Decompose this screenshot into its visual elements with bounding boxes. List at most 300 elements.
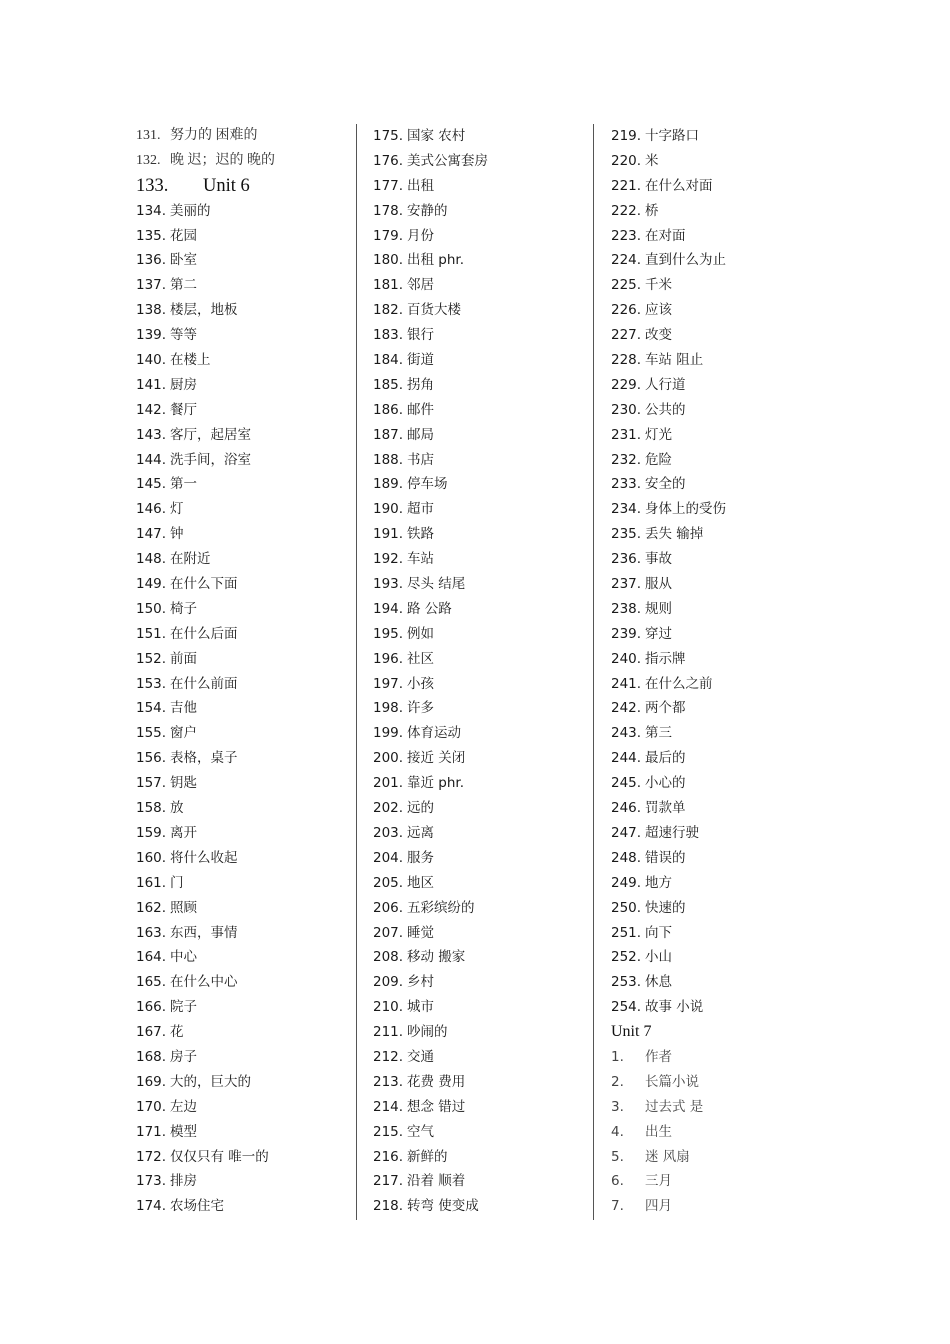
entry-text: 书店	[407, 451, 434, 468]
vocab-entry	[136, 672, 356, 697]
entry-text: 人行道	[645, 376, 686, 393]
vocab-entry	[611, 995, 831, 1020]
entry-text: 邻居	[407, 277, 434, 294]
entry-text: 在对面	[645, 227, 686, 244]
vocab-entry	[373, 970, 593, 995]
vocab-entry	[136, 1045, 356, 1070]
entry-text: 花园	[170, 227, 197, 244]
entry-text: 许多	[407, 700, 434, 717]
entry-text: 快速的	[645, 899, 686, 916]
entry-text: 银行	[407, 327, 434, 344]
vocab-entry	[136, 323, 356, 348]
entry-number: 217.	[373, 1173, 404, 1190]
vocab-entry	[373, 921, 593, 946]
entry-text: 将什么收起	[170, 849, 238, 866]
entry-number: 203.	[373, 824, 404, 841]
entry-number: 247.	[611, 824, 642, 841]
entry-number: 253.	[611, 974, 642, 991]
entry-text: 改变	[645, 327, 672, 344]
entry-text: 沿着 顺着	[407, 1173, 466, 1190]
entry-number: 133.	[136, 175, 169, 196]
entry-number: 214.	[373, 1098, 404, 1115]
vocab-entry	[611, 273, 831, 298]
vocab-entry	[136, 771, 356, 796]
entry-text: 十字路口	[645, 128, 699, 144]
entry-text: 车站	[407, 551, 434, 568]
vocab-entry	[373, 572, 593, 597]
entry-number: 141.	[136, 376, 167, 393]
vocab-entry	[373, 323, 593, 348]
entry-number: 220.	[611, 152, 642, 169]
entry-number: 170.	[136, 1098, 167, 1115]
entry-number: 229.	[611, 376, 642, 393]
entry-number: 252.	[611, 949, 642, 966]
vocab-entry	[611, 696, 831, 721]
entry-number: 3.	[611, 1098, 624, 1115]
vocab-entry	[611, 472, 831, 497]
entry-number: 202.	[373, 800, 404, 817]
vocab-entry	[373, 124, 593, 149]
entry-text: 仅仅只有 唯一的	[170, 1148, 269, 1165]
entry-text: 出生	[645, 1123, 672, 1140]
vocab-entry	[373, 622, 593, 647]
entry-text: 地区	[407, 874, 434, 891]
vocab-entry	[136, 273, 356, 298]
vocab-entry	[136, 448, 356, 473]
entry-number: 251.	[611, 924, 642, 941]
entry-text: 体育运动	[407, 725, 461, 742]
vocab-entry	[136, 1169, 356, 1194]
entry-number: 173.	[136, 1173, 167, 1190]
entry-number: 192.	[373, 551, 404, 568]
entry-text: 超市	[407, 501, 434, 518]
entry-number: 152.	[136, 650, 167, 667]
vocab-entry	[611, 1045, 831, 1070]
vocab-entry	[136, 721, 356, 746]
vocab-entry	[136, 970, 356, 995]
entry-text: 在什么前面	[170, 675, 238, 692]
vocab-entry	[136, 821, 356, 846]
entry-text: 指示牌	[645, 650, 686, 667]
entry-text: 小山	[645, 949, 672, 966]
entry-number: 139.	[136, 327, 167, 344]
entry-number: 242.	[611, 700, 642, 717]
entry-number: 180.	[373, 252, 404, 269]
vocab-entry	[136, 846, 356, 871]
entry-number: 236.	[611, 551, 642, 568]
entry-number: 250.	[611, 899, 642, 916]
entry-number: 2.	[611, 1073, 624, 1090]
entry-text: 在附近	[170, 551, 211, 568]
entry-text: 在什么后面	[170, 625, 238, 642]
vocab-entry	[611, 423, 831, 448]
entry-number: 145.	[136, 476, 167, 493]
vocab-entry	[611, 174, 831, 199]
entry-number: 187.	[373, 426, 404, 443]
entry-number: 182.	[373, 302, 404, 319]
entry-text: 交通	[407, 1048, 434, 1065]
entry-number: 218.	[373, 1198, 404, 1215]
vocab-entry	[136, 199, 356, 224]
entry-text: 等等	[170, 327, 197, 344]
vocab-entry	[136, 921, 356, 946]
entry-number: 235.	[611, 526, 642, 543]
entry-number: 221.	[611, 177, 642, 194]
vocab-entry	[611, 771, 831, 796]
vocab-entry	[373, 373, 593, 398]
entry-text: 长篇小说	[645, 1073, 699, 1090]
entry-number: 178.	[373, 202, 404, 219]
entry-text: 在楼上	[170, 352, 211, 369]
entry-text: 丢失 输掉	[645, 526, 704, 543]
vocab-entry	[611, 1070, 831, 1095]
vocab-column-1	[136, 124, 356, 1219]
vocab-entry	[611, 547, 831, 572]
vocab-entry	[136, 1095, 356, 1120]
entry-number: 237.	[611, 576, 642, 593]
entry-text: 吵闹的	[407, 1024, 448, 1041]
vocab-entry	[611, 348, 831, 373]
vocab-entry	[373, 896, 593, 921]
entry-text: 在什么对面	[645, 177, 713, 194]
entry-text: 第二	[170, 277, 197, 294]
vocab-entry	[611, 871, 831, 896]
vocab-entry	[373, 174, 593, 199]
vocab-entry	[136, 647, 356, 672]
vocab-entry	[611, 1169, 831, 1194]
entry-text: 花	[170, 1024, 184, 1041]
entry-number: 198.	[373, 700, 404, 717]
entry-text: 模型	[170, 1123, 197, 1140]
entry-text: 客厅，起居室	[170, 426, 251, 443]
entry-text: 规则	[645, 600, 672, 617]
entry-text: 转弯 使变成	[407, 1198, 479, 1215]
entry-text: 灯	[170, 501, 184, 518]
entry-number: 239.	[611, 625, 642, 642]
vocab-entry	[136, 1194, 356, 1219]
entry-number: 144.	[136, 451, 167, 468]
entry-text: 第三	[645, 725, 672, 742]
entry-text: 停车场	[407, 476, 448, 493]
entry-text: 街道	[407, 352, 434, 369]
vocab-entry	[611, 1095, 831, 1120]
entry-text: 钟	[170, 526, 184, 543]
entry-number: 223.	[611, 227, 642, 244]
entry-number: 197.	[373, 675, 404, 692]
vocab-entry	[373, 647, 593, 672]
entry-number: 177.	[373, 177, 404, 194]
entry-text: 尽头 结尾	[407, 576, 466, 593]
vocab-entry	[611, 448, 831, 473]
vocab-entry	[136, 298, 356, 323]
entry-text: 米	[645, 152, 659, 169]
entry-text: 新鲜的	[407, 1148, 448, 1165]
entry-text: 厨房	[170, 376, 197, 393]
entry-number: 174.	[136, 1198, 167, 1215]
entry-number: 244.	[611, 750, 642, 767]
entry-number: 181.	[373, 277, 404, 294]
entry-text: 第一	[170, 476, 197, 493]
vocab-entry	[611, 945, 831, 970]
vocab-entry	[373, 1020, 593, 1045]
vocab-entry	[373, 1145, 593, 1170]
vocab-entry	[136, 572, 356, 597]
vocab-entry	[611, 1194, 831, 1219]
entry-text: 房子	[170, 1048, 197, 1065]
entry-text: 身体上的受伤	[645, 501, 726, 518]
vocab-entry	[611, 398, 831, 423]
entry-number: 138.	[136, 302, 167, 319]
entry-text: 东西，事情	[170, 924, 238, 941]
entry-text: 睡觉	[407, 924, 434, 941]
vocab-entry	[136, 472, 356, 497]
vocab-entry	[611, 1145, 831, 1170]
entry-text: 放	[170, 800, 184, 817]
vocab-entry	[373, 672, 593, 697]
vocab-entry	[373, 398, 593, 423]
entry-number: 222.	[611, 202, 642, 219]
entry-number: 151.	[136, 625, 167, 642]
entry-number: 226.	[611, 302, 642, 319]
vocab-entry	[373, 522, 593, 547]
vocab-entry	[136, 896, 356, 921]
entry-number: 6.	[611, 1173, 624, 1190]
entry-number: 166.	[136, 999, 167, 1016]
vocab-entry	[373, 149, 593, 174]
vocab-entry	[373, 497, 593, 522]
vocab-entry	[373, 199, 593, 224]
entry-text: 地方	[645, 874, 672, 891]
entry-number: 245.	[611, 775, 642, 792]
entry-text: 故事 小说	[645, 999, 704, 1016]
vocab-entry	[136, 1120, 356, 1145]
entry-text: 卧室	[170, 252, 197, 269]
entry-text: 百货大楼	[407, 302, 461, 319]
vocab-entry	[611, 622, 831, 647]
entry-number: 205.	[373, 874, 404, 891]
entry-number: 161.	[136, 874, 167, 891]
entry-text: 吉他	[170, 700, 197, 717]
entry-number: 148.	[136, 551, 167, 568]
vocab-entry	[373, 945, 593, 970]
entry-number: 191.	[373, 526, 404, 543]
vocab-entry	[611, 746, 831, 771]
entry-number: 163.	[136, 924, 167, 941]
entry-text: 离开	[170, 824, 197, 841]
entry-number: 201.	[373, 775, 404, 792]
vocab-entry	[373, 273, 593, 298]
vocab-entry	[373, 597, 593, 622]
entry-number: 213.	[373, 1073, 404, 1090]
entry-text: 晚 迟；迟的 晚的	[170, 152, 275, 168]
entry-number: 254.	[611, 999, 642, 1016]
entry-number: 224.	[611, 252, 642, 269]
entry-text: Unit 7	[611, 1023, 652, 1041]
entry-text: 服务	[407, 849, 434, 866]
entry-text: 罚款单	[645, 800, 686, 817]
vocab-entry	[611, 672, 831, 697]
vocab-entry	[373, 771, 593, 796]
vocab-entry	[373, 696, 593, 721]
entry-text: 移动 搬家	[407, 949, 466, 966]
entry-number: 159.	[136, 824, 167, 841]
entry-number: 132.	[136, 152, 161, 168]
entry-text: 四月	[645, 1198, 672, 1215]
entry-text: 事故	[645, 551, 672, 568]
entry-number: 194.	[373, 600, 404, 617]
vocab-entry	[136, 597, 356, 622]
vocab-entry	[136, 1020, 356, 1045]
entry-number: 210.	[373, 999, 404, 1016]
entry-number: 154.	[136, 700, 167, 717]
entry-text: 休息	[645, 974, 672, 991]
vocab-entry	[373, 1070, 593, 1095]
entry-text: 例如	[407, 625, 434, 642]
entry-text: 邮局	[407, 426, 434, 443]
entry-number: 171.	[136, 1123, 167, 1140]
entry-number: 7.	[611, 1198, 624, 1215]
entry-text: 前面	[170, 650, 197, 667]
entry-number: 193.	[373, 576, 404, 593]
vocab-entry	[136, 248, 356, 273]
entry-text: 作者	[645, 1048, 672, 1065]
entry-text: 靠近 phr.	[407, 775, 465, 792]
vocab-entry	[136, 696, 356, 721]
vocab-entry	[373, 871, 593, 896]
vocab-entry	[136, 522, 356, 547]
entry-text: 远的	[407, 800, 434, 817]
vocab-entry	[373, 1169, 593, 1194]
entry-text: 努力的 困难的	[170, 128, 258, 143]
entry-number: 134.	[136, 202, 167, 219]
entry-number: 179.	[373, 227, 404, 244]
entry-number: 185.	[373, 376, 404, 393]
entry-text: 中心	[170, 949, 197, 966]
entry-text: 小孩	[407, 675, 434, 692]
entry-text: 超速行驶	[645, 824, 699, 841]
entry-number: 208.	[373, 949, 404, 966]
vocab-entry	[373, 746, 593, 771]
entry-number: 232.	[611, 451, 642, 468]
entry-text: 在什么之前	[645, 675, 713, 692]
entry-text: 直到什么为止	[645, 252, 726, 269]
entry-number: 230.	[611, 401, 642, 418]
vocab-entry	[136, 796, 356, 821]
entry-number: 183.	[373, 327, 404, 344]
vocab-entry	[611, 846, 831, 871]
entry-number: 240.	[611, 650, 642, 667]
entry-text: 花费 费用	[407, 1073, 466, 1090]
vocab-entry	[611, 323, 831, 348]
entry-number: 190.	[373, 501, 404, 518]
entry-text: 钥匙	[170, 775, 197, 792]
entry-text: 安静的	[407, 202, 448, 219]
entry-number: 164.	[136, 949, 167, 966]
vocab-entry	[136, 622, 356, 647]
vocab-entry	[611, 497, 831, 522]
entry-text: 城市	[407, 999, 434, 1016]
entry-number: 131.	[136, 128, 161, 143]
vocab-entry	[373, 796, 593, 821]
entry-number: 212.	[373, 1048, 404, 1065]
vocab-entry	[373, 846, 593, 871]
entry-text: 服从	[645, 576, 672, 593]
entry-number: 172.	[136, 1148, 167, 1165]
vocab-entry	[611, 1120, 831, 1145]
entry-number: 215.	[373, 1123, 404, 1140]
entry-text: 危险	[645, 451, 672, 468]
entry-text: 在什么中心	[170, 974, 238, 991]
vocab-entry	[136, 547, 356, 572]
entry-text: 美式公寓套房	[407, 152, 488, 169]
entry-number: 135.	[136, 227, 167, 244]
entry-number: 188.	[373, 451, 404, 468]
entry-text: 错误的	[645, 849, 686, 866]
entry-text: 向下	[645, 924, 672, 941]
entry-text: 院子	[170, 999, 197, 1016]
vocab-entry	[611, 373, 831, 398]
vocab-entry	[611, 224, 831, 249]
vocab-column-3	[611, 124, 831, 1219]
entry-number: 160.	[136, 849, 167, 866]
entry-text: 照顾	[170, 899, 197, 916]
entry-text: 空气	[407, 1123, 434, 1140]
entry-number: 246.	[611, 800, 642, 817]
vocab-entry	[373, 348, 593, 373]
vocab-entry	[373, 248, 593, 273]
entry-text: 社区	[407, 650, 434, 667]
entry-text: 表格，桌子	[170, 750, 238, 767]
entry-text: 出租	[407, 177, 434, 194]
entry-text: 千米	[645, 277, 672, 294]
entry-number: 199.	[373, 725, 404, 742]
vocab-entry	[373, 547, 593, 572]
entry-text: 洗手间，浴室	[170, 451, 251, 468]
vocab-entry	[136, 423, 356, 448]
entry-text: 迷 风扇	[645, 1148, 690, 1165]
entry-number: 136.	[136, 252, 167, 269]
entry-number: 249.	[611, 874, 642, 891]
vocab-entry	[611, 921, 831, 946]
entry-number: 204.	[373, 849, 404, 866]
entry-text: 应该	[645, 302, 672, 319]
entry-number: 195.	[373, 625, 404, 642]
entry-text: 门	[170, 874, 184, 891]
vocab-entry	[611, 796, 831, 821]
entry-text: 桥	[645, 202, 659, 219]
entry-text: 两个都	[645, 700, 686, 717]
vocab-entry	[136, 1070, 356, 1095]
vocab-entry	[136, 398, 356, 423]
entry-text: 出租 phr.	[407, 252, 465, 269]
vocab-entry	[373, 423, 593, 448]
entry-text: 五彩缤纷的	[407, 899, 475, 916]
entry-text: 拐角	[407, 376, 434, 393]
entry-text: 车站 阻止	[645, 352, 704, 369]
vocab-entry	[136, 348, 356, 373]
vocab-entry	[373, 224, 593, 249]
entry-text: 农场住宅	[170, 1198, 224, 1215]
vocab-entry	[136, 1145, 356, 1170]
entry-number: 146.	[136, 501, 167, 518]
vocab-entry	[136, 497, 356, 522]
entry-text: 安全的	[645, 476, 686, 493]
vocab-entry	[373, 995, 593, 1020]
vocab-entry	[373, 1120, 593, 1145]
vocab-entry	[373, 1045, 593, 1070]
entry-number: 248.	[611, 849, 642, 866]
entry-number: 207.	[373, 924, 404, 941]
